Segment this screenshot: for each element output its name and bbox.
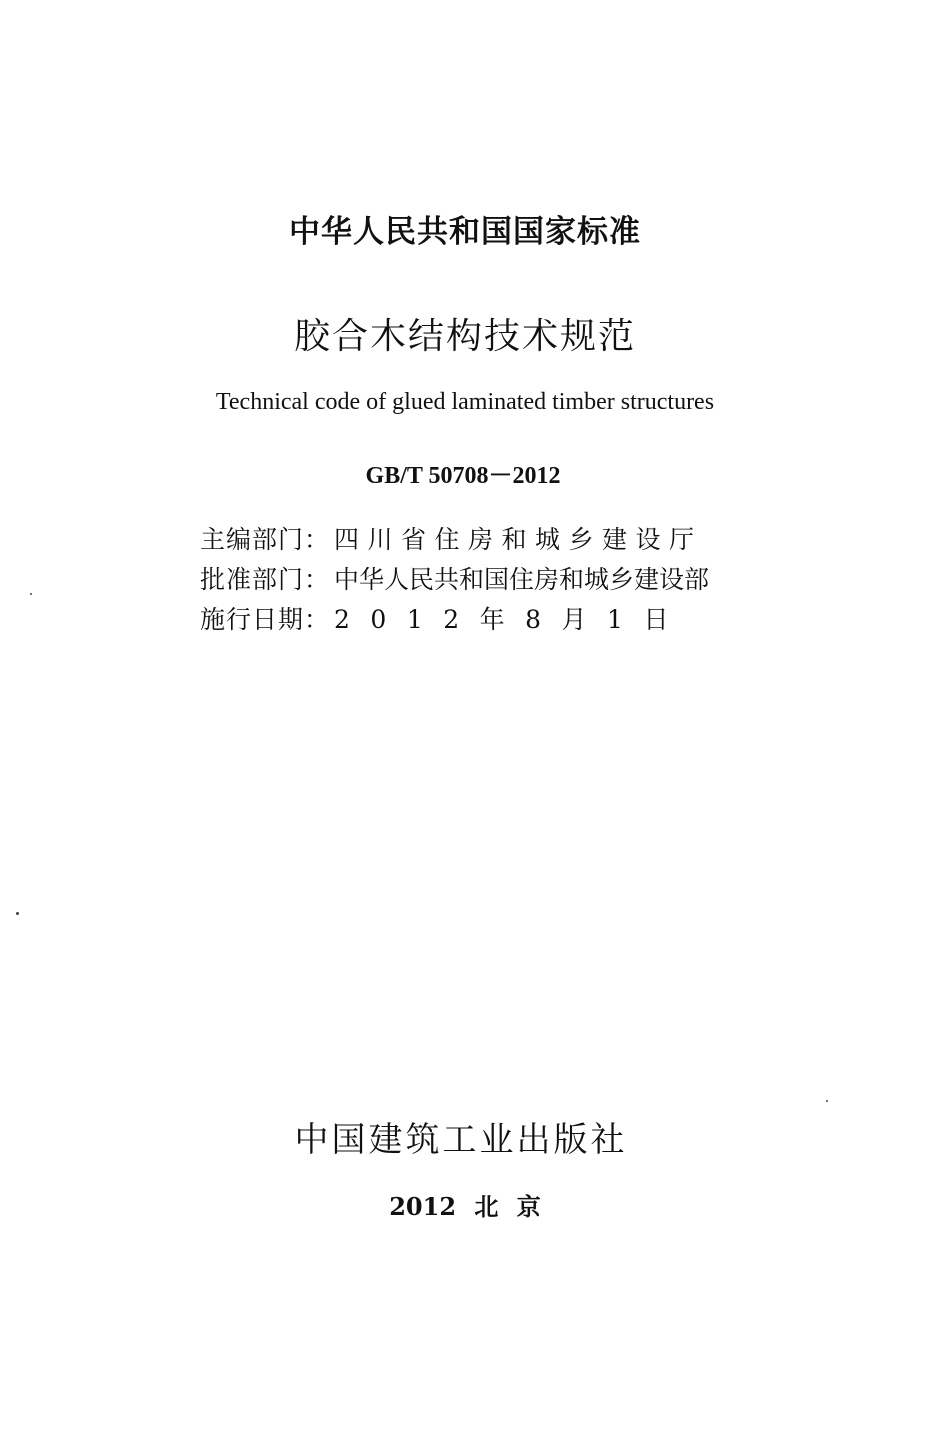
title-english: Technical code of glued laminated timber structures xyxy=(215,389,715,415)
chief-dept-value: 四川省住房和城乡建设厅 xyxy=(334,525,703,554)
effective-date-label: 施行日期： xyxy=(200,605,331,634)
scan-speck xyxy=(826,1100,828,1102)
title-chinese: 胶合木结构技术规范 xyxy=(293,316,636,357)
chief-dept-row xyxy=(200,520,703,556)
chief-dept-label: 主编部门： xyxy=(200,525,331,554)
approval-dept-row xyxy=(200,560,709,596)
publisher: 中国建筑工业出版社 xyxy=(294,1120,628,1160)
place-year: 2012 北 京 xyxy=(389,1192,541,1221)
approval-dept-value: 中华人民共和国住房和城乡建设部 xyxy=(334,565,710,594)
scan-speck xyxy=(16,912,19,915)
effective-date-row xyxy=(200,600,689,636)
approval-dept-label: 批准部门： xyxy=(200,565,331,594)
standard-code: GB/T 50708－2012 xyxy=(365,463,561,489)
scan-speck xyxy=(30,593,32,595)
standard-category: 中华人民共和国国家标准 xyxy=(289,214,641,250)
effective-date-value: 2012年8月1日 xyxy=(334,605,689,634)
